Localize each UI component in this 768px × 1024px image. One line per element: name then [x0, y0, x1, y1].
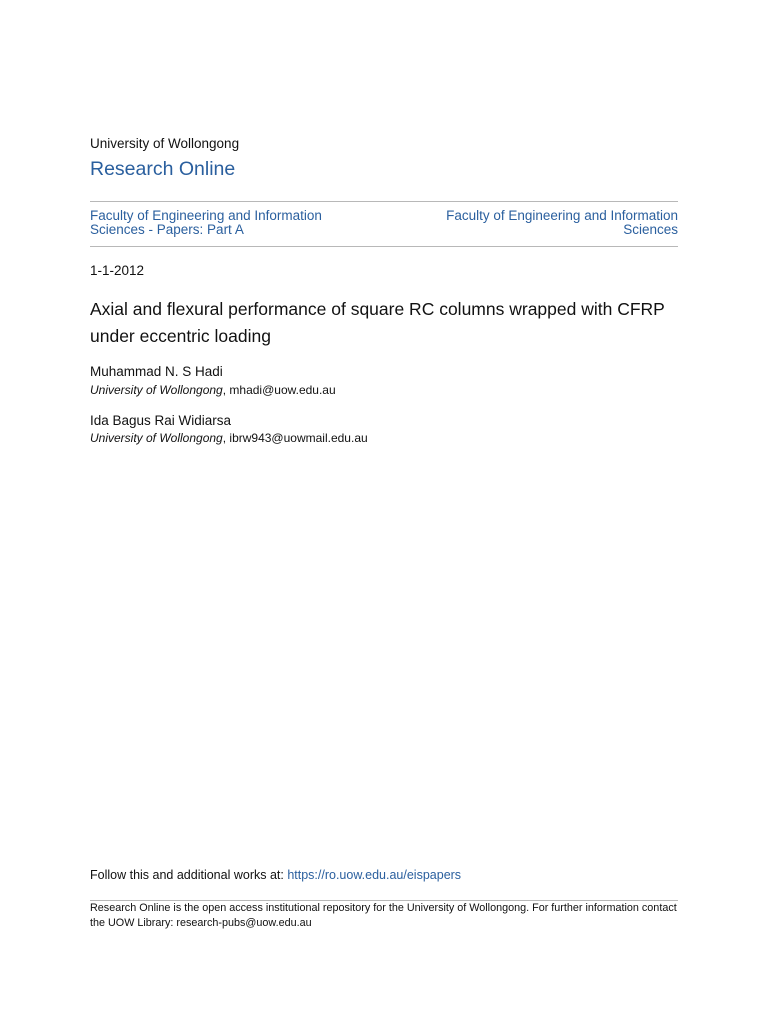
follow-text: Follow this and additional works at: — [90, 868, 288, 882]
repository-url-link[interactable]: https://ro.uow.edu.au/eispapers — [287, 868, 462, 882]
author-name: Muhammad N. S Hadi — [90, 364, 223, 379]
series-link-faculty[interactable]: Faculty of Engineering and Information Sciences — [446, 208, 678, 237]
affiliation-name: University of Wollongong — [90, 431, 223, 445]
author-name: Ida Bagus Rai Widiarsa — [90, 413, 232, 428]
header-divider-top — [90, 201, 678, 202]
institution-name: University of Wollongong — [90, 136, 240, 151]
author-affiliation — [90, 383, 336, 397]
research-online-link[interactable]: Research Online — [90, 158, 236, 180]
follow-line — [90, 868, 461, 882]
author-email: , ibrw943@uowmail.edu.au — [222, 431, 368, 445]
author-affiliation — [90, 431, 368, 445]
publication-date: 1-1-2012 — [90, 263, 145, 278]
author-email: , mhadi@uow.edu.au — [222, 383, 336, 397]
paper-title: Axial and flexural performance of square RC columns wrapped with CFRP under eccentric loading — [90, 299, 665, 346]
series-link-papers-part-a[interactable]: Faculty of Engineering and Information Sciences - Papers: Part A — [90, 208, 322, 237]
repository-notice: Research Online is the open access institutional repository for the University of Wollongong. For further information contact the UOW Library: research-pubs@uow.edu.au — [90, 902, 677, 929]
affiliation-name: University of Wollongong — [90, 383, 223, 397]
header-divider-bottom — [90, 246, 678, 247]
